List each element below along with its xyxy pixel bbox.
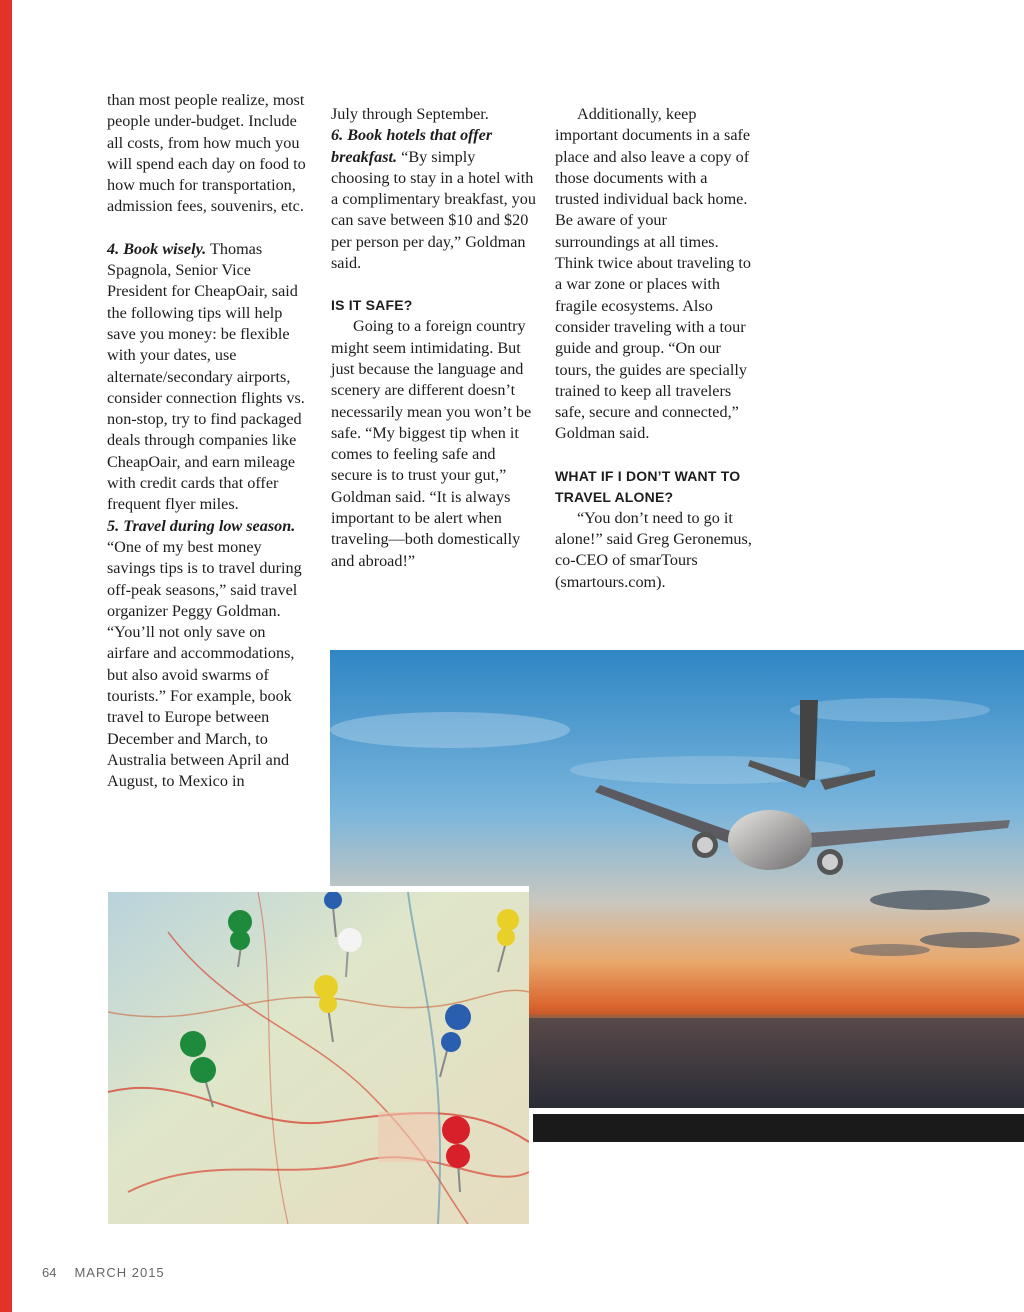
paragraph-tip-4 — [107, 239, 307, 516]
tip-6-body: “By simply choosing to stay in a hotel with a complimentary breakfast, you can save between $10 and $20 per person per day,” Goldman said. — [331, 147, 536, 273]
tip-4-lead: 4. Book wisely. — [107, 239, 207, 258]
paragraph-season-end: July through September. — [331, 105, 489, 123]
article-column-2 — [331, 104, 536, 572]
paragraph-documents: Additionally, keep important documents in a safe place and also leave a copy of those documents with a trusted individual back home. Be aware of your surroundings at all times. Think twice about traveling to a war zone or places with fragile ecosystems. Also consider traveling with a tour guide and group. “On our tours, the guides are specially trained to keep all travelers safe, secure and connected,” Goldman said. — [555, 105, 751, 443]
page-footer — [42, 1265, 165, 1280]
issue-date: MARCH 2015 — [74, 1265, 165, 1280]
heading-travel-alone: WHAT IF I DON’T WANT TO TRAVEL ALONE? — [555, 467, 741, 505]
page-number: 64 — [42, 1265, 57, 1280]
paragraph-budget: than most people realize, most people under-budget. Include all costs, from how much you will spend each day on food to how much for transportation, admission fees, souvenirs, etc. — [107, 91, 306, 216]
paragraph-tip-6 — [331, 125, 536, 274]
paragraph-tip-5 — [107, 516, 307, 793]
tip-4-body: Thomas Spagnola, Senior Vice President for CheapOair, said the following tips will help save you money: be flexible with your dates, use alternate/secondary airports, consider connection flights vs. non-stop, try to find packaged deals through companies like CheapOair, and earn mileage with credit cards that offer frequent flyer miles. — [107, 239, 305, 514]
tip-5-lead: 5. Travel during low season. — [107, 516, 296, 535]
black-band — [533, 1114, 1024, 1142]
heading-is-it-safe: IS IT SAFE? — [331, 297, 413, 314]
article-column-3 — [555, 104, 755, 593]
red-edge-bar — [0, 0, 12, 1312]
tip-5-body: “One of my best money savings tips is to travel during off-peak seasons,” said travel organizer Peggy Goldman. “You’ll not only save on airfare and accommodations, but also avoid swarms of tourists.” For example, book travel to Europe between December and March, to Australia between April and August, to Mexico in — [107, 537, 302, 791]
article-column-1 — [107, 90, 307, 793]
tip-6-lead: 6. Book hotels that offer breakfast. — [331, 126, 493, 166]
map-pins-photo — [104, 886, 529, 1228]
paragraph-safety: Going to a foreign country might seem intimidating. But just because the language and scenery are different doesn’t necessarily mean you won’t be safe. “My biggest tip when it comes to feeling safe and secure is to trust your gut,” Goldman said. “It is always important to be alert when traveling—both domestically and abroad!” — [331, 317, 532, 570]
paragraph-group-tours: “You don’t need to go it alone!” said Greg Geronemus, co-CEO of smarTours (smartours.com). — [555, 508, 752, 591]
